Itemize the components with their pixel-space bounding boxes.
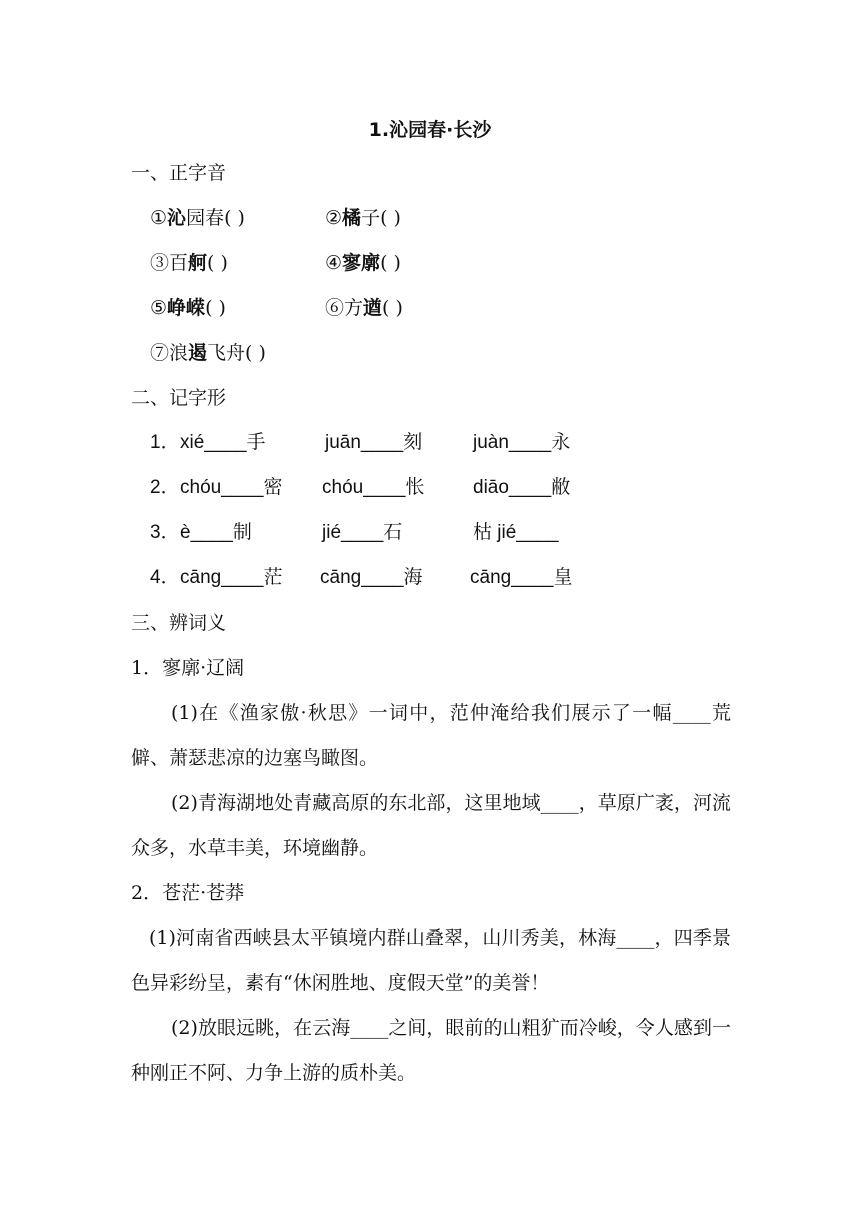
pronunciation-item-5: ⑤峥嵘( )	[150, 297, 226, 319]
form-row-3-number: 3．	[150, 522, 180, 543]
form-row-1-cell-3: juàn____永	[473, 432, 571, 453]
form-row-4-number: 4．	[150, 567, 180, 588]
pronunciation-item-7: ⑦浪遏飞舟( )	[150, 342, 266, 364]
form-row-3-cell-2: jié____石	[322, 522, 403, 543]
word-group-1-label: 1．寥廓·辽阔	[131, 657, 245, 679]
word-group-2-question-2: (2)放眼远眺，在云海____之间，眼前的山粗犷而冷峻，令人感到一种刚正不阿、力争上游的质朴美。	[131, 1017, 731, 1084]
word-group-2-label: 2．苍茫·苍莽	[131, 882, 245, 904]
form-row-4-cell-3: cāng____皇	[470, 567, 573, 588]
section-heading-word-meaning: 三、辨词义	[131, 612, 227, 634]
section-heading-character-form: 二、记字形	[131, 387, 227, 409]
form-row-4-cell-2: cāng____海	[320, 567, 423, 588]
form-row-2-cell-1: chóu____密	[180, 477, 283, 498]
form-row-3-cell-1: è____制	[180, 522, 252, 543]
pronunciation-item-2: ②橘子( )	[325, 207, 401, 229]
form-row-1-number: 1．	[150, 432, 180, 453]
pronunciation-item-6: ⑥方遒( )	[325, 297, 403, 319]
form-row-2-cell-2: chóu____怅	[322, 477, 425, 498]
word-group-2-question-1: (1)河南省西峡县太平镇境内群山叠翠，山川秀美，林海____，四季景色异彩纷呈，素有“休闲胜地、度假天堂”的美誉！	[131, 927, 731, 994]
pronunciation-item-3: ③百舸( )	[150, 252, 228, 274]
pronunciation-item-1: ①沁园春( )	[150, 207, 245, 229]
word-group-1-question-2: (2)青海湖地处青藏高原的东北部，这里地域____，草原广袤，河流众多，水草丰美，环境幽静。	[131, 792, 731, 859]
page-title: 1.沁园春·长沙	[368, 119, 492, 141]
form-row-2-number: 2．	[150, 477, 180, 498]
pronunciation-item-4: ④寥廓( )	[325, 252, 401, 274]
section-heading-pronunciation: 一、正字音	[131, 162, 227, 184]
form-row-1-cell-2: juān____刻	[325, 432, 423, 453]
form-row-3-cell-3: 枯 jié____	[473, 522, 559, 543]
word-group-1-question-1: (1)在《渔家傲·秋思》一词中，范仲淹给我们展示了一幅____荒僻、萧瑟悲凉的边塞鸟瞰图。	[131, 702, 731, 769]
form-row-1-cell-1: xié____手	[180, 432, 266, 453]
form-row-4-cell-1: cāng____茫	[180, 567, 283, 588]
form-row-2-cell-3: diāo____敝	[473, 477, 571, 498]
